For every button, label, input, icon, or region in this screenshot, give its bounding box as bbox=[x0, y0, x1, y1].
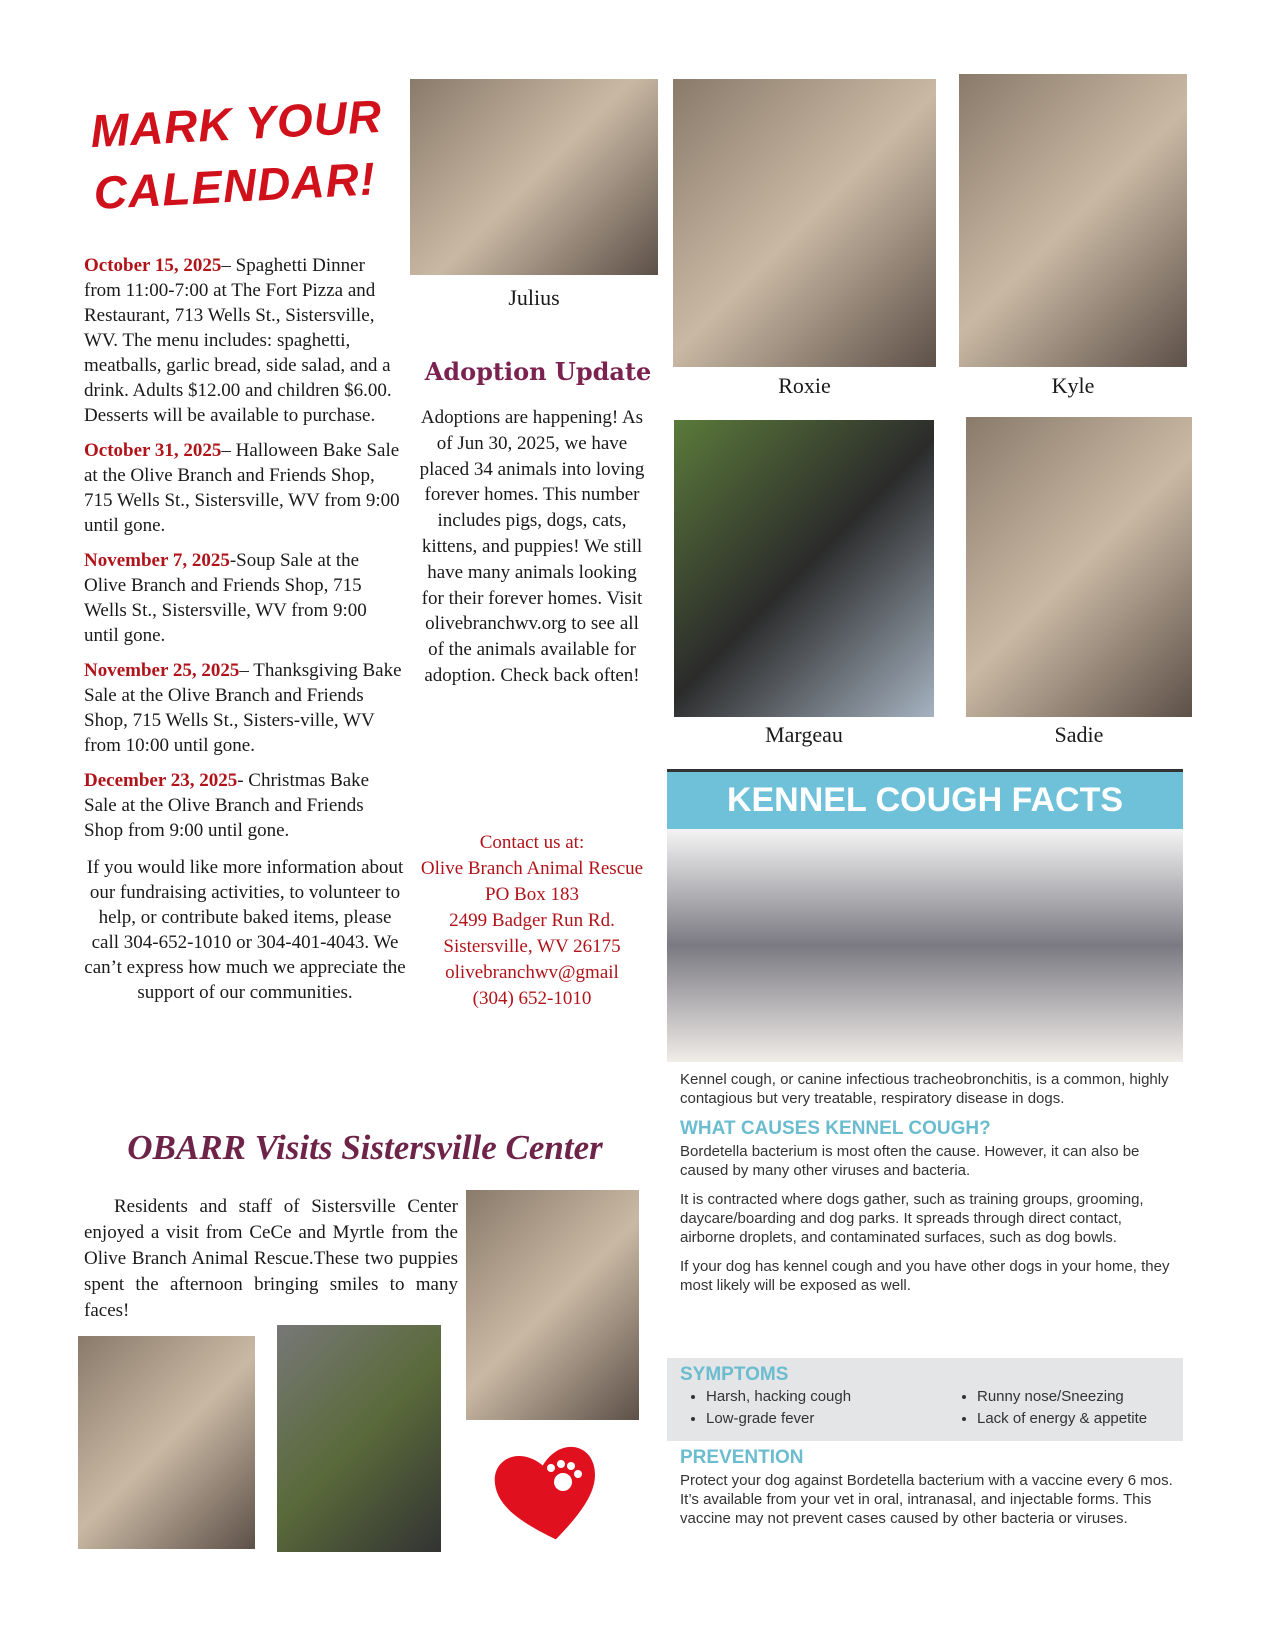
event-item bbox=[84, 438, 406, 538]
mark-your-calendar-title: MARK YOUR CALENDAR! bbox=[89, 89, 384, 220]
caption-margeau: Margeau bbox=[765, 722, 843, 747]
visit-title: OBARR Visits Sistersville Center bbox=[127, 1128, 603, 1167]
caption-kyle: Kyle bbox=[1051, 373, 1095, 398]
adoption-title: Adoption Update bbox=[424, 357, 652, 386]
caption-roxie: Roxie bbox=[778, 373, 831, 398]
symptom-item: • Runny nose/Sneezing bbox=[977, 1386, 1147, 1408]
photo-staff-puppies bbox=[78, 1336, 255, 1549]
causes-heading: WHAT CAUSES KENNEL COUGH? bbox=[680, 1118, 991, 1139]
caption-julius: Julius bbox=[508, 285, 560, 310]
causes-paragraph: Bordetella bacterium is most often the cause. However, it can also be caused by many other viruses and bacteria. bbox=[680, 1143, 1140, 1179]
photo-julius bbox=[410, 79, 658, 275]
photo-margeau bbox=[674, 420, 934, 717]
adoption-body: Adoptions are happening! As of Jun 30, 2025, we have placed 34 animals into loving forever homes. This number includes pigs, dogs, cats, kittens, and puppies! We still have many animals looking for their forever homes. Visit olivebranchwv.org to see all of the animals available for adoption. Check back often! bbox=[419, 407, 645, 686]
event-date: December 23, 2025 bbox=[84, 770, 238, 791]
event-item bbox=[84, 658, 406, 758]
event-date: November 7, 2025 bbox=[84, 550, 230, 571]
event-text: – Thanksgiving Bake Sale at the Olive Branch and Friends Shop, 715 Wells St., Sisters-ville, WV from 10:00 until gone. bbox=[84, 660, 402, 756]
photo-resident-wheelchair bbox=[277, 1325, 441, 1552]
symptom-item: • Low-grade fever bbox=[706, 1408, 951, 1430]
photo-cowboy-resident bbox=[466, 1190, 639, 1420]
event-text: -Soup Sale at the Olive Branch and Friends Shop, 715 Wells St., Sistersville, WV from 9:00 until gone. bbox=[84, 550, 367, 646]
contact-line: Olive Branch Animal Rescue bbox=[420, 858, 644, 879]
symptom-item: • Harsh, hacking cough bbox=[706, 1386, 951, 1408]
symptoms-heading: SYMPTOMS bbox=[680, 1364, 789, 1385]
contact-phone: (304) 652-1010 bbox=[472, 988, 592, 1009]
event-date: October 31, 2025 bbox=[84, 440, 222, 461]
prevention-section bbox=[680, 1447, 1175, 1538]
prevention-heading: PREVENTION bbox=[680, 1447, 804, 1468]
kennel-cough-banner: KENNEL COUGH FACTS bbox=[667, 769, 1183, 829]
event-item bbox=[84, 768, 406, 843]
photo-kyle bbox=[959, 74, 1187, 367]
visit-body: Residents and staff of Sistersville Center enjoyed a visit from CeCe and Myrtle from the Olive Branch Animal Rescue.These two puppies spent the afternoon bringing smiles to many faces! bbox=[84, 1196, 458, 1321]
event-item bbox=[84, 253, 406, 428]
causes-paragraph: It is contracted where dogs gather, such as training groups, grooming, daycare/boarding and dog parks. It spreads through direct contact, airborne droplets, and contaminated surfaces, such as dog bowls. bbox=[680, 1191, 1144, 1246]
contact-line: 2499 Badger Run Rd. bbox=[449, 910, 615, 931]
contact-email: olivebranchwv@gmail bbox=[445, 962, 619, 983]
photo-roxie bbox=[673, 79, 936, 367]
symptom-item: • Lack of energy & appetite bbox=[977, 1408, 1147, 1430]
event-text: – Spaghetti Dinner from 11:00-7:00 at The Fort Pizza and Restaurant, 713 Wells St., Sistersville, WV. The menu includes: spaghetti, meatballs, garlic bread, side salad, and a drink. Adults $12.00 and children $6.00. Desserts will be available to purchase. bbox=[84, 255, 392, 426]
events-list bbox=[84, 253, 406, 1015]
event-text: - Christmas Bake Sale at the Olive Branch and Friends Shop from 9:00 until gone. bbox=[84, 770, 370, 841]
symptoms-box bbox=[667, 1358, 1183, 1441]
contact-heading: Contact us at: bbox=[479, 832, 585, 853]
photo-masked-dog bbox=[667, 829, 1183, 1062]
prevention-text: Protect your dog against Bordetella bacterium with a vaccine every 6 mos. It’s available from your vet in oral, intranasal, and injectable forms. This vaccine may not prevent cases caused by other bacteria or viruses. bbox=[680, 1472, 1173, 1527]
heart-paw-icon bbox=[493, 1440, 603, 1545]
symptoms-lists bbox=[680, 1386, 1170, 1430]
photo-sadie bbox=[966, 417, 1192, 717]
contact-line: PO Box 183 bbox=[485, 884, 579, 905]
contact-block bbox=[418, 830, 646, 1012]
info-paragraph: If you would like more information about our fundraising activities, to volunteer to help, or contribute baked items, please call 304-652-1010 or 304-401-4043. We can’t express how much we appreciate the support of our communities. bbox=[84, 857, 406, 1003]
event-date: October 15, 2025 bbox=[84, 255, 222, 276]
causes-paragraph: If your dog has kennel cough and you have other dogs in your home, they most likely will be exposed as well. bbox=[680, 1258, 1170, 1294]
contact-line: Sistersville, WV 26175 bbox=[443, 936, 621, 957]
event-text: – Halloween Bake Sale at the Olive Branch and Friends Shop, 715 Wells St., Sistersville, WV from 9:00 until gone. bbox=[84, 440, 400, 536]
event-date: November 25, 2025 bbox=[84, 660, 240, 681]
kennel-intro: Kennel cough, or canine infectious tracheobronchitis, is a common, highly contagious but very treatable, respiratory disease in dogs. bbox=[680, 1071, 1169, 1107]
kennel-cough-text bbox=[680, 1070, 1180, 1305]
event-item bbox=[84, 548, 406, 648]
caption-sadie: Sadie bbox=[1054, 722, 1104, 747]
